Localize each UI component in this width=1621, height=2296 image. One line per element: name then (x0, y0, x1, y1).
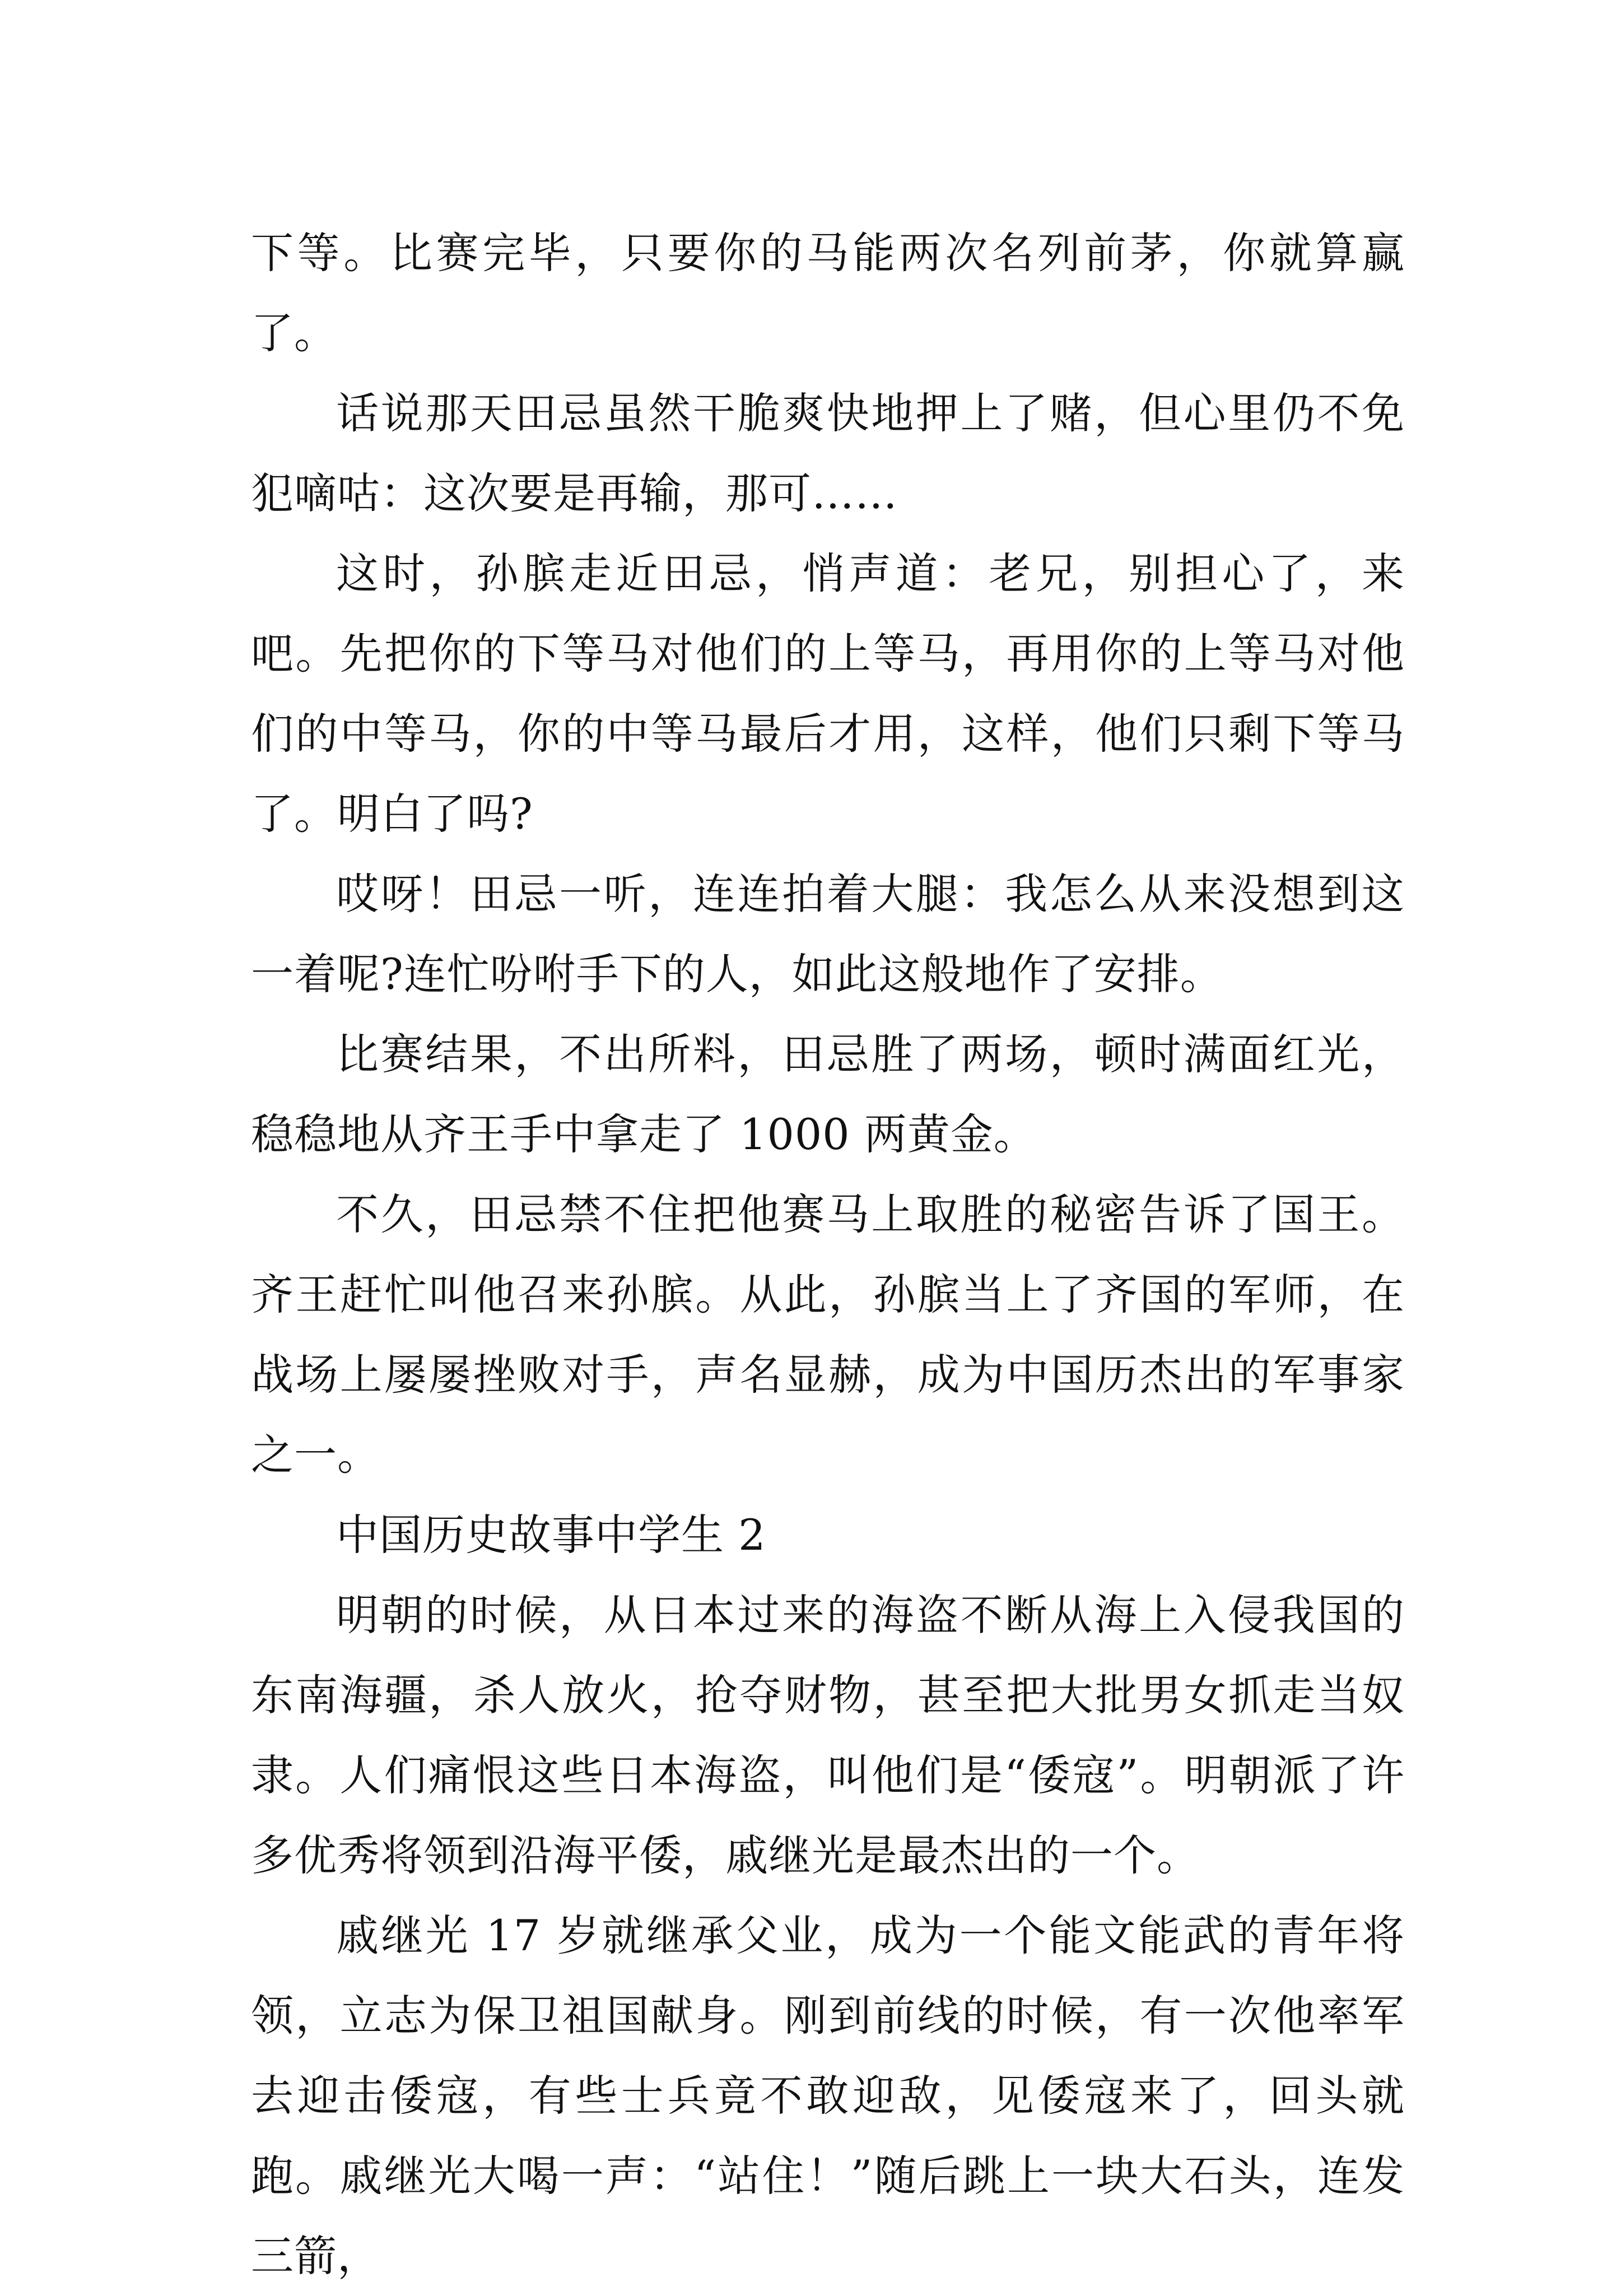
paragraph-2: 话说那天田忌虽然干脆爽快地押上了赌，但心里仍不免犯嘀咕：这次要是再输，那可…… (251, 388, 1405, 518)
paragraph-1: 下等。比赛完毕，只要你的马能两次名列前茅，你就算赢了。 (251, 228, 1405, 358)
paragraph-4: 哎呀！田忌一听，连连拍着大腿：我怎么从来没想到这一着呢?连忙吩咐手下的人，如此这般地作了安排。 (251, 869, 1405, 999)
section-heading: 中国历史故事中学生 2 (336, 1510, 766, 1560)
paragraph-7: 明朝的时候，从日本过来的海盗不断从海上入侵我国的东南海疆，杀人放火，抢夺财物，甚至把大批男女抓走当奴隶。人们痛恨这些日本海盗，叫他们是“倭寇”。明朝派了许多优秀将领到沿海平倭，戚继光是最杰出的一个。 (251, 1590, 1405, 1880)
body-text (251, 213, 1405, 2296)
paragraph-8: 戚继光 17 岁就继承父业，成为一个能文能武的青年将领，立志为保卫祖国献身。刚到前线的时候，有一次他率军去迎击倭寇，有些士兵竟不敢迎敌，见倭寇来了，回头就跑。戚继光大喝一声：“站住！”随后跳上一块大石头，连发三箭， (251, 1911, 1405, 2281)
paragraph-6: 不久，田忌禁不住把他赛马上取胜的秘密告诉了国王。齐王赶忙叫他召来孙膑。从此，孙膑当上了齐国的军师，在战场上屡屡挫败对手，声名显赫，成为中国历杰出的军事家之一。 (251, 1189, 1405, 1480)
paragraph-5: 比赛结果，不出所料，田忌胜了两场，顿时满面红光，稳稳地从齐王手中拿走了 1000 两黄金。 (251, 1029, 1405, 1159)
paragraph-3: 这时，孙膑走近田忌，悄声道：老兄，别担心了，来吧。先把你的下等马对他们的上等马，再用你的上等马对他们的中等马，你的中等马最后才用，这样，他们只剩下等马了。明白了吗? (251, 549, 1405, 839)
